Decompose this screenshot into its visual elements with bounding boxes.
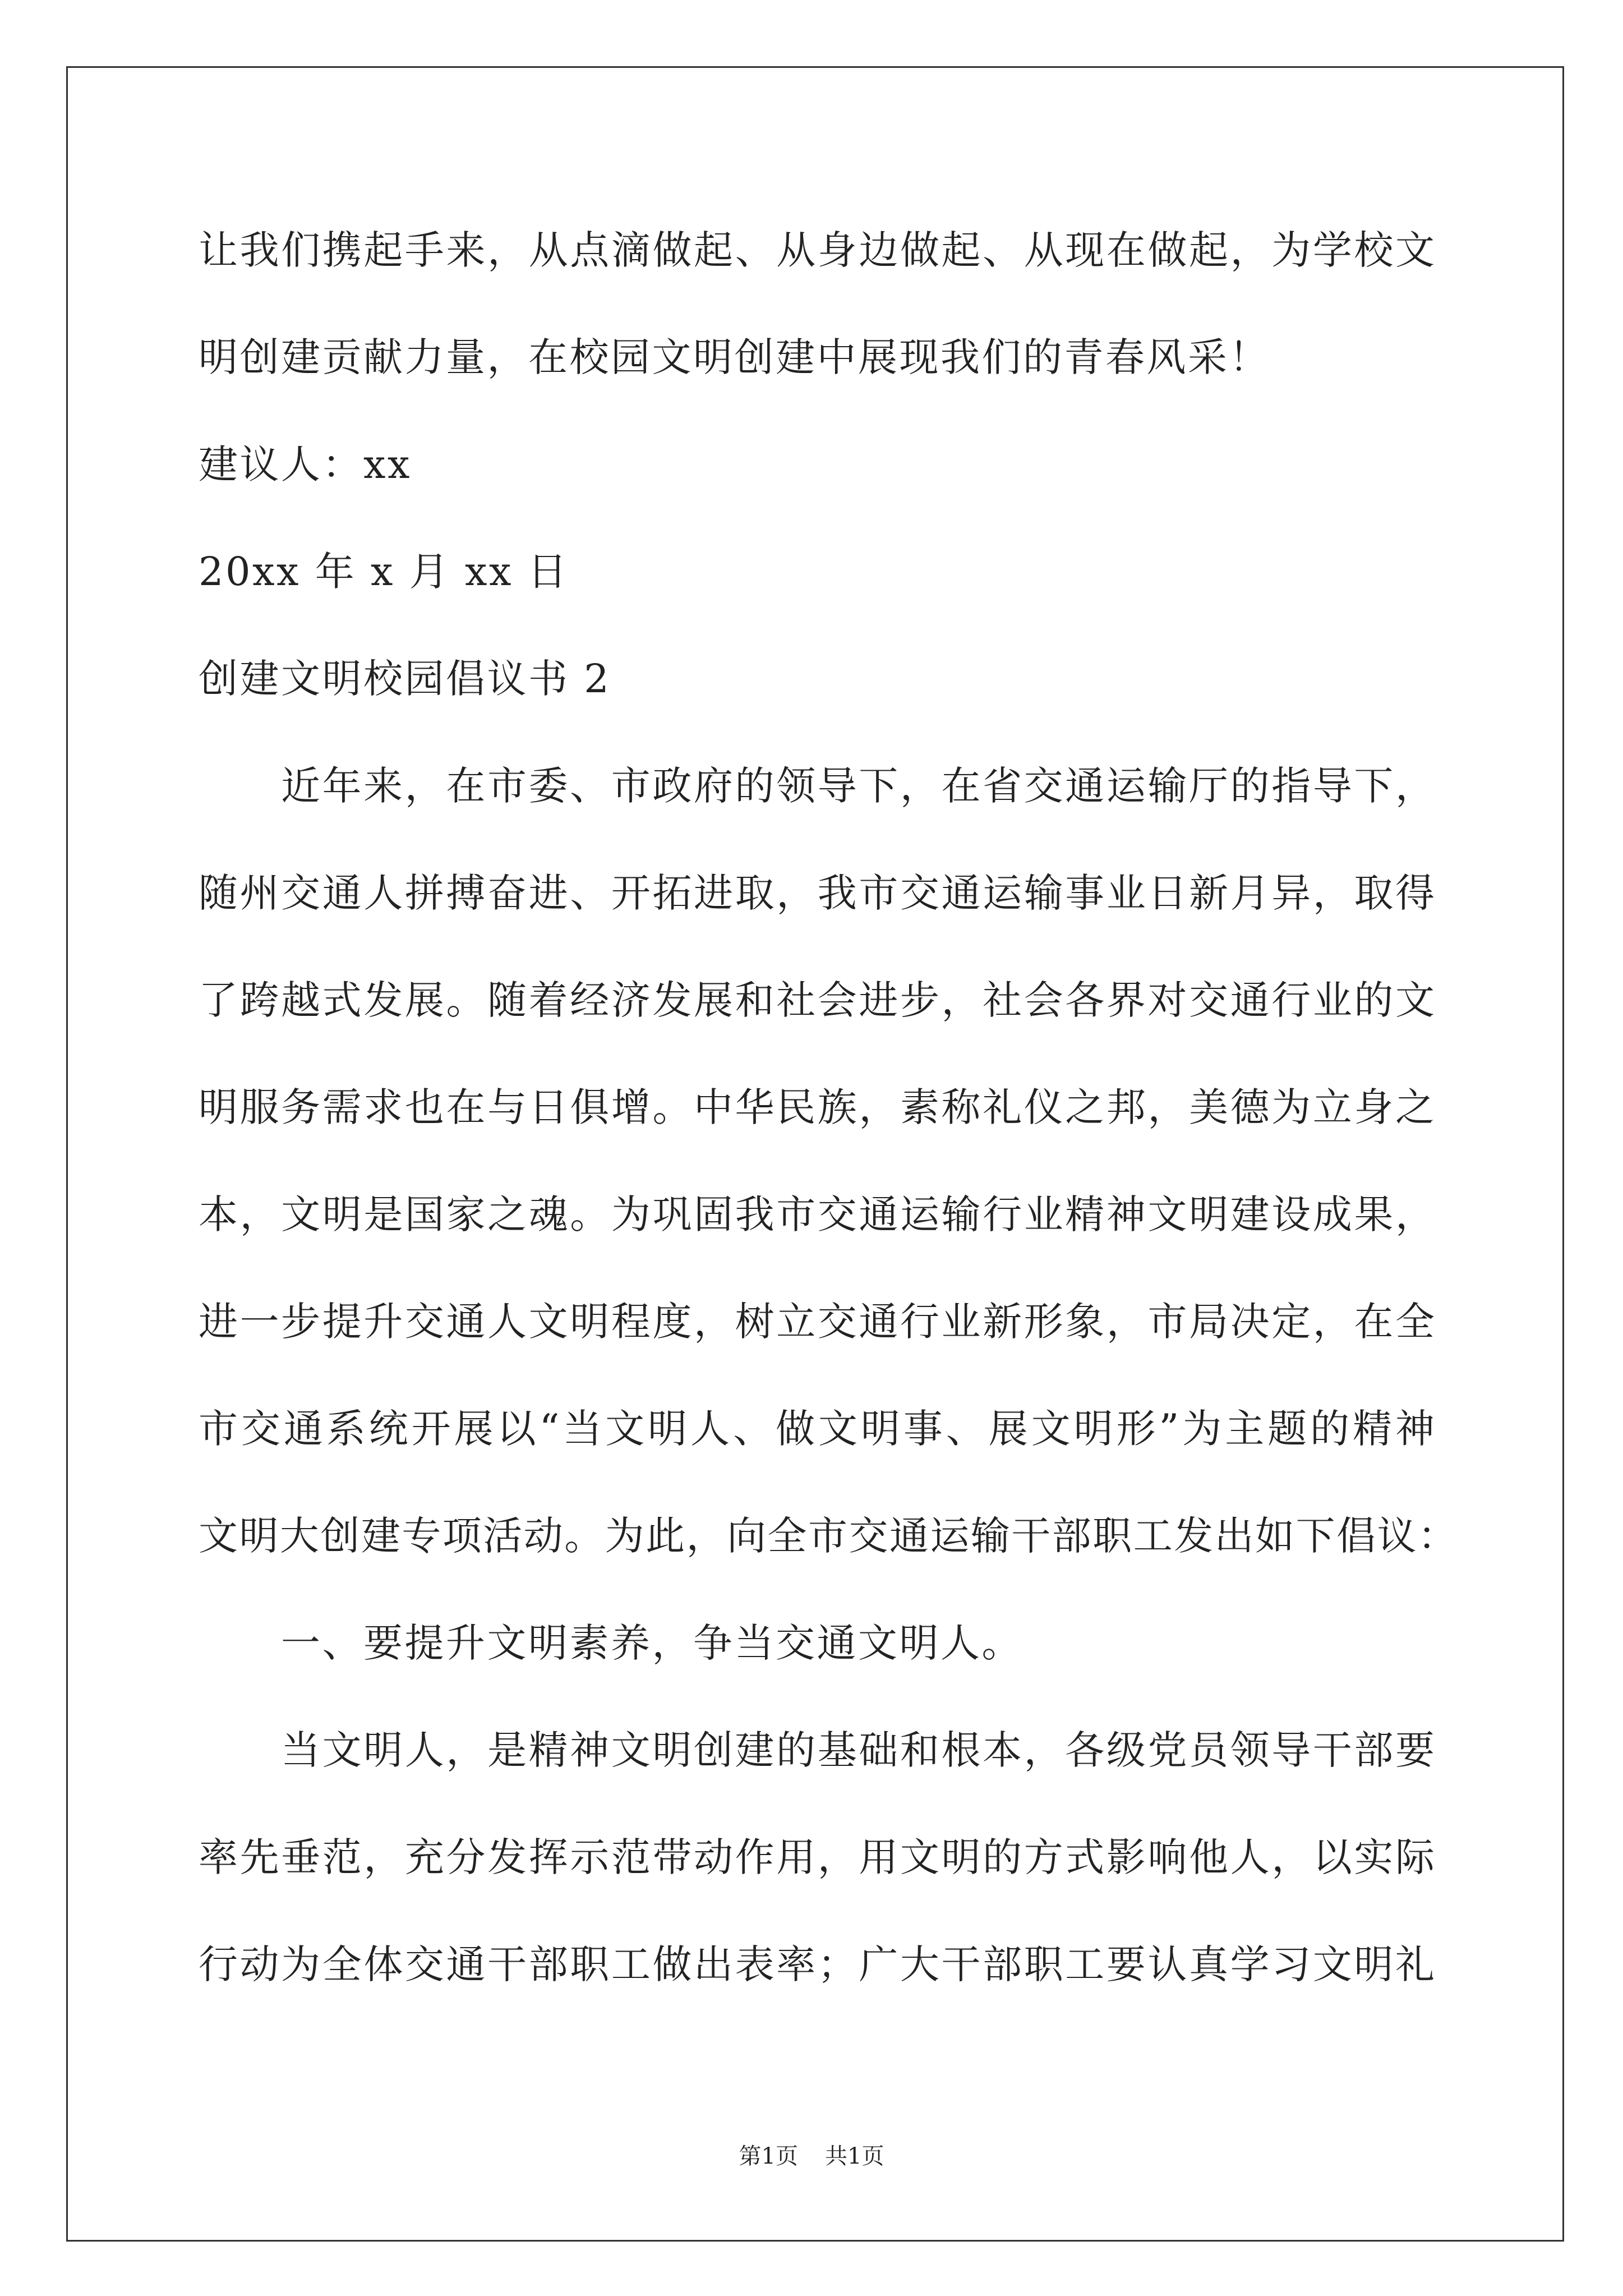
intro-paragraph-line: 本，文明是国家之魂。为巩固我市交通运输行业精神文明建设成果， <box>199 1191 1435 1237</box>
page-footer <box>0 2142 1623 2170</box>
intro-paragraph-line: 市交通系统开展以“当文明人、做文明事、展文明形”为主题的精神 <box>199 1406 1435 1452</box>
intro-paragraph-line: 近年来，在市委、市政府的领导下，在省交通运输厅的指导下， <box>281 763 1435 809</box>
closing-line: 明创建贡献力量，在校园文明创建中展现我们的青春风采！ <box>199 334 1270 380</box>
section-paragraph-line: 率先垂范，充分发挥示范带动作用，用文明的方式影响他人，以实际 <box>199 1834 1435 1880</box>
intro-paragraph-line: 进一步提升交通人文明程度，树立交通行业新形象，市局决定，在全 <box>199 1299 1435 1345</box>
intro-paragraph-line: 了跨越式发展。随着经济发展和社会进步，社会各界对交通行业的文 <box>199 977 1435 1023</box>
page-number: 第1页 <box>739 2143 798 2169</box>
signer-line: 建议人：xx <box>199 441 412 487</box>
page-total: 共1页 <box>825 2143 884 2169</box>
section-paragraph-line: 行动为全体交通干部职工做出表率；广大干部职工要认真学习文明礼 <box>199 1941 1435 1987</box>
intro-paragraph-line: 随州交通人拼搏奋进、开拓进取，我市交通运输事业日新月异，取得 <box>199 870 1435 916</box>
document-body <box>199 197 1488 2018</box>
document-title: 创建文明校园倡议书 2 <box>199 656 611 702</box>
section-paragraph-line: 当文明人，是精神文明创建的基础和根本，各级党员领导干部要 <box>281 1727 1435 1773</box>
intro-paragraph-line: 文明大创建专项活动。为此，向全市交通运输干部职工发出如下倡议： <box>199 1513 1457 1559</box>
section-heading: 一、要提升文明素养，争当交通文明人。 <box>281 1620 1023 1666</box>
closing-line: 让我们携起手来，从点滴做起、从身边做起、从现在做起，为学校文 <box>199 227 1435 273</box>
intro-paragraph-line: 明服务需求也在与日俱增。中华民族，素称礼仪之邦，美德为立身之 <box>199 1084 1435 1130</box>
date-line: 20xx 年 x 月 xx 日 <box>199 549 569 595</box>
